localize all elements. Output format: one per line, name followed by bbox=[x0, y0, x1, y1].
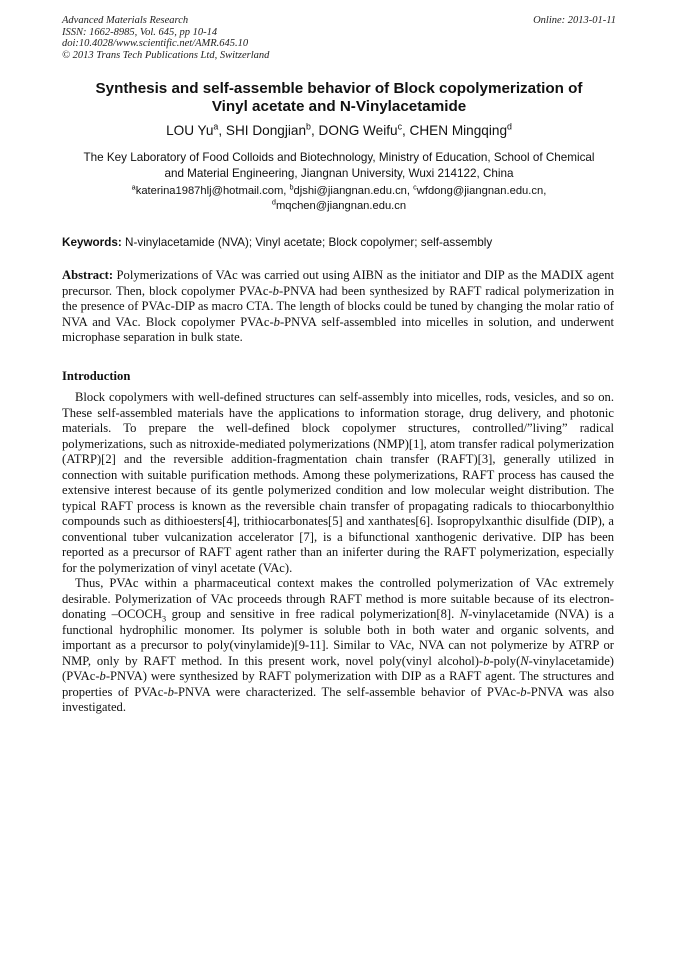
email-link[interactable]: katerina1987hlj@hotmail.com bbox=[135, 185, 284, 197]
issn-line: ISSN: 1662-8985, Vol. 645, pp 10-14 bbox=[62, 26, 218, 38]
email-mark: b bbox=[289, 182, 294, 192]
text-run: -vinylacetamide) (PVAc- bbox=[62, 653, 614, 683]
doi-line[interactable]: doi:10.4028/www.scientific.net/AMR.645.10 bbox=[62, 38, 249, 49]
copyright-line: © 2013 Trans Tech Publications Ltd, Switzerland bbox=[62, 49, 270, 61]
block-b: b bbox=[272, 283, 279, 298]
text-run: -vinylacetamide (NVA) is a functional hydrophilic monomer. Its polymer is soluble both in both water and organic solvents, and important as a precursor to poly(vinylamide)[9-11]. Similar to VAc, NVA can not polymerize by ATRP or NMP, only by RAFT method. In this present work, novel poly(vinyl alcohol)- bbox=[62, 607, 614, 668]
block-b: b bbox=[520, 684, 527, 699]
block-b: b bbox=[483, 653, 490, 668]
text-run: Thus, PVAc within a pharmaceutical context makes the controlled polymerization of VAc extremely desirable. Polymerization of VAc proceeds through RAFT method is more suitable because of its electron-donating –OCOCH bbox=[62, 576, 614, 621]
author-name: LOU Yu bbox=[166, 123, 214, 138]
abstract-text-3: -PNVA self-assembled into micelles in solution, and underwent microphase separation in bulk state. bbox=[62, 314, 614, 345]
author-mark: c bbox=[397, 121, 402, 132]
paper-title bbox=[62, 80, 616, 116]
block-b: b bbox=[99, 669, 106, 683]
affiliation-line-1: The Key Laboratory of Food Colloids and Biotechnology, Ministry of Education, School of Chemical bbox=[83, 151, 595, 164]
abstract-text-1: Polymerizations of VAc was carried out using AIBN as the initiator and DIP as the MADIX agent precursor. Then, block copolymer PVAc- bbox=[62, 268, 614, 298]
abstract-text-2: -PNVA had been synthesized by RAFT radical polymerization in the presence of PVAc-DIP as macro CTA. The length of blocks could be tuned by changing the molar ratio of NVA and VAc. Block copolymer PVAc- bbox=[62, 283, 614, 329]
affiliation-line-2: and Material Engineering, Jiangnan University, Wuxi 214122, China bbox=[164, 166, 514, 180]
author-list: LOU Yu$^a$, SHI Dongjian$^b$, DONG Weifu$^c$, CHEN Mingqing$^d$ bbox=[166, 121, 512, 138]
text-run: -PNVA) were synthesized by RAFT polymerization with DIP as a RAFT agent. The structures and properties of PVAc- bbox=[62, 669, 614, 699]
text-run: -poly( bbox=[489, 653, 521, 668]
online-date: Online: 2013-01-11 bbox=[533, 15, 616, 26]
italic-n: N bbox=[459, 607, 469, 621]
keywords-label: Keywords: bbox=[62, 236, 122, 249]
email-link[interactable]: wfdong@jiangnan.edu.cn bbox=[416, 185, 544, 197]
author-mark: d bbox=[507, 121, 512, 132]
email-list: $^a$katerina1987hlj@hotmail.com, $^b$djshi@jiangnan.edu.cn, $^c$wfdong@jiangnan.edu.cn, $^d$mqchen@jiangnan.edu.cn bbox=[131, 182, 547, 212]
author-name: SHI Dongjian bbox=[225, 123, 307, 138]
title-line-1: Synthesis and self-assemble behavior of Block copolymerization of bbox=[95, 80, 583, 97]
title-line-2: Vinyl acetate and N-Vinylacetamide bbox=[211, 98, 467, 115]
email-link[interactable]: djshi@jiangnan.edu.cn bbox=[293, 185, 407, 197]
section-heading-introduction: Introduction bbox=[62, 369, 131, 383]
author-name: CHEN Mingqing bbox=[409, 123, 508, 138]
journal-header bbox=[62, 15, 269, 61]
introduction-body bbox=[62, 390, 614, 716]
abstract bbox=[62, 268, 614, 346]
keywords-text: N-vinylacetamide (NVA); Vinyl acetate; Block copolymer; self-assembly bbox=[125, 236, 493, 249]
email-mark: c bbox=[413, 182, 417, 192]
text-run: -PNVA were characterized. The self-assemble behavior of PVAc- bbox=[173, 684, 521, 699]
journal-name: Advanced Materials Research bbox=[62, 15, 189, 26]
author-name: DONG Weifu bbox=[318, 123, 398, 138]
block-b: b bbox=[273, 314, 280, 329]
block-b: b bbox=[167, 684, 174, 699]
italic-n: N bbox=[520, 653, 529, 668]
abstract-label: Abstract: bbox=[62, 268, 114, 282]
author-mark: a bbox=[213, 121, 219, 132]
intro-paragraph-2 bbox=[62, 576, 614, 716]
text-run: group and sensitive in free radical polymerization[8]. bbox=[166, 607, 460, 621]
subscript-3: 3 bbox=[162, 614, 167, 624]
intro-paragraph-1: Block copolymers with well-defined structures can self-assembly into micelles, rods, vesicles, and so on. These self-assembled materials have the applications to information storage, drug delivery, and photonic materials. To prepare the well-defined block copolymer structures, controlled/”living” radical polymerizations, such as nitroxide-mediated polymerizations (NMP)[1], atom transfer radical polymerization (ATRP)[2] and the reversible addition-fragmentation chain transfer (RAFT)[3], generally utilized in connection with suitable purification methods. Among these polymerizations, RAFT process has caused the extensive interest because of its gentle polymerized condition and low molecular weight distribution. The typical RAFT process is known as the reversible chain transfer of propagating radicals to thiocarbonylthio compounds such as dithioesters[4], trithiocarbonates[5] and xanthates[6]. Isopropylxanthic disulfide (DIP), a conventional tuber vulcanization accelerator [7], is a bifunctional xanthogenic derivative. DIP has been reported as a precursor of RAFT agent rather than an iniferter during the RAFT polymerization, especially for the polymerization of vinyl acetate (VAc). bbox=[62, 390, 614, 575]
author-mark: b bbox=[306, 121, 311, 132]
keywords bbox=[62, 235, 616, 250]
email-mark: a bbox=[131, 182, 136, 192]
email-link[interactable]: mqchen@jiangnan.edu.cn bbox=[275, 199, 407, 212]
email-mark: d bbox=[271, 196, 276, 206]
text-run: -PNVA was also investigated. bbox=[62, 684, 614, 714]
affiliation bbox=[62, 150, 616, 181]
